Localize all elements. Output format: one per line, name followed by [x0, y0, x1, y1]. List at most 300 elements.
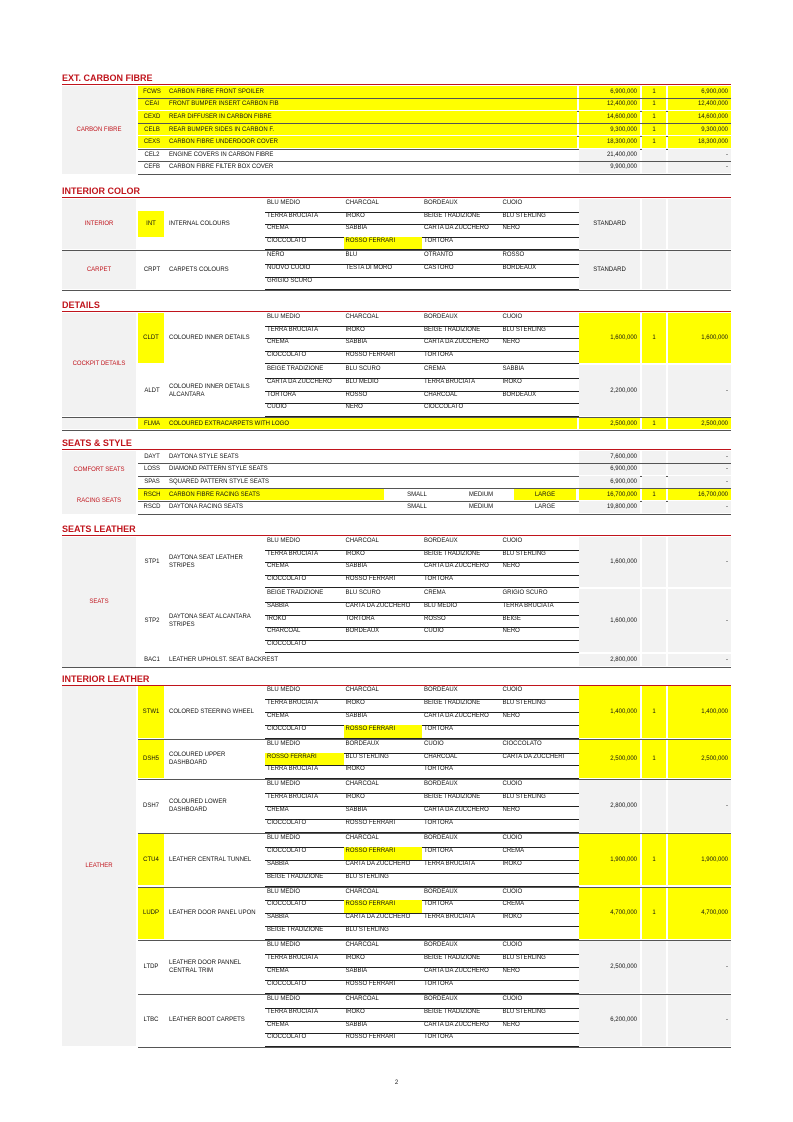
colour-option: CHARCOAL [424, 391, 458, 398]
colour-option: NERO [502, 967, 520, 974]
total-price: - [668, 654, 731, 666]
option-description: SQUARED PATTERN STYLE SEATS [169, 478, 270, 485]
colour-option [501, 575, 580, 588]
colour-option: BLU MEDIO [267, 687, 301, 693]
colour-option: BORDEAUX [424, 834, 458, 841]
category-label: INTERIOR [62, 199, 136, 249]
unit-price: 6,900,000 [579, 86, 640, 98]
category-label: CARPET [62, 251, 136, 289]
colour-option: BORDEAUX [345, 740, 380, 747]
colour-option: CUOIO [267, 404, 287, 411]
colour-option: CIOCCOLATO [424, 404, 464, 411]
colour-option: BLU STERLING [345, 927, 389, 934]
colour-option [501, 640, 580, 653]
total-price: - [668, 451, 731, 463]
seat-size-option: LARGE [534, 504, 556, 511]
colour-option: IROKO [502, 914, 522, 921]
total-price: - [668, 476, 731, 488]
option-description: INTERNAL COLOURS [169, 221, 230, 228]
colour-option: CIOCCOLATO [267, 640, 307, 647]
option-description: DAYTONA SEAT LEATHER STRIPES [169, 555, 243, 570]
total-price: 1,400,000 [668, 686, 731, 738]
colour-option: CUOIO [502, 781, 523, 788]
colour-option: NERO [502, 628, 520, 635]
colour-option: ROSSO FERRARI [265, 753, 344, 766]
option-code: DAYT [144, 453, 160, 460]
total-price: 4,700,000 [668, 888, 731, 940]
unit-price: 16,700,000 [579, 489, 640, 501]
total-price: - [668, 162, 731, 174]
colour-option: BORDEAUX [424, 888, 458, 895]
colour-option: TORTORA [424, 575, 454, 582]
colour-option: ROSSO FERRARI [345, 1034, 396, 1041]
colour-option: BLU STERLING [345, 873, 389, 880]
total-price: - [668, 941, 731, 993]
total-price: 16,700,000 [668, 489, 731, 501]
section-rule [62, 535, 731, 536]
colour-option: CREMA [267, 339, 289, 346]
colour-option: BLU MEDIO [267, 888, 301, 895]
colour-option: NERO [502, 563, 520, 570]
option-description: LEATHER BOOT CARPETS [169, 1017, 245, 1024]
colour-option: BEIGE TRADIZIONE [267, 927, 324, 934]
total-price: 2,500,000 [668, 740, 731, 779]
colour-option: TORTORA [424, 351, 454, 358]
colour-option: SABBIA [267, 914, 289, 921]
quantity [642, 162, 666, 174]
colour-option: CREMA [267, 1021, 289, 1028]
option-code: ALDT [144, 387, 160, 394]
colour-option: SABBIA [345, 1021, 368, 1028]
colour-option: TERRA BRUCIATA [267, 699, 319, 706]
colour-option: NUOVO CUOIO [267, 265, 311, 271]
option-code: LTBC [143, 1017, 159, 1024]
colour-option: ROSSO FERRARI [345, 351, 396, 358]
option-description: CARBON FIBRE FILTER BOX COVER [169, 164, 274, 171]
colour-option: TORTORA [424, 1034, 454, 1041]
colour-option [501, 819, 580, 832]
colour-option: TORTORA [424, 901, 454, 908]
colour-option: CUOIO [424, 740, 444, 747]
colour-option: CIOCCOLATO [267, 980, 307, 987]
colour-option: BLU MEDIO [345, 379, 379, 385]
colour-option: CUOIO [502, 888, 523, 895]
colour-option: BORDEAUX [424, 995, 458, 1002]
unit-price: 1,400,000 [579, 686, 640, 738]
colour-option: BORDEAUX [502, 391, 537, 398]
colour-option: GRIGIO SCURO [267, 277, 313, 284]
option-description: LEATHER CENTRAL TUNNEL [169, 856, 252, 863]
colour-option: BEIGE TRADIZIONE [424, 699, 481, 706]
colour-option: BLU STERLING [502, 1008, 546, 1015]
colour-option: CIOCCOLATO [267, 351, 307, 358]
option-code: CEAI [138, 99, 166, 111]
colour-option: CREMA [267, 712, 289, 719]
colour-option: CARTA DA ZUCCHERO [345, 860, 411, 867]
colour-option: TESTA DI MORO [345, 265, 393, 271]
colour-option: IROKO [345, 550, 365, 557]
colour-option: BLU MEDIO [267, 200, 301, 206]
option-code: RSCH [138, 489, 166, 501]
colour-option: BLU STERLING [502, 326, 546, 333]
option-code: BAC1 [144, 657, 160, 664]
quantity: 1 [642, 834, 666, 886]
section-rule [62, 197, 731, 198]
total-price: 2,500,000 [668, 418, 731, 430]
colour-option: BLU MEDIO [267, 538, 301, 544]
section-rule [62, 449, 731, 450]
colour-option: BEIGE TRADIZIONE [267, 873, 324, 880]
quantity [642, 365, 666, 415]
colour-option: BEIGE TRADIZIONE [267, 366, 324, 373]
total-price: - [668, 780, 731, 832]
colour-option: CIOCCOLATO [267, 847, 307, 854]
section-title: DETAILS [62, 300, 100, 310]
option-description: CARBON FIBRE FRONT SPOILER [166, 86, 577, 98]
colour-option: CHARCOAL [345, 314, 379, 320]
colour-option: BORDEAUX [424, 781, 458, 788]
section-title: SEATS LEATHER [62, 524, 136, 534]
colour-option: TERRA BRUCIATA [267, 550, 319, 557]
colour-option: CUOIO [502, 995, 523, 1002]
colour-option: CARTA DA ZUCCHERO [424, 563, 489, 570]
total-price: - [668, 537, 731, 587]
colour-option: CARTA DA ZUCCHERO [424, 807, 489, 814]
total-price: 14,600,000 [668, 111, 731, 123]
row-divider [138, 174, 731, 175]
option-code: LOSS [143, 466, 160, 473]
unit-price: 2,500,000 [579, 740, 640, 779]
colour-option [422, 926, 501, 939]
colour-option: BLU STERLING [502, 794, 546, 801]
colour-option [344, 640, 423, 653]
colour-option: BEIGE TRADIZIONE [424, 955, 481, 961]
colour-option: TORTORA [267, 391, 297, 398]
row-divider [62, 430, 731, 431]
colour-option [501, 725, 580, 738]
empty-cell [668, 199, 731, 249]
unit-price: 2,500,000 [579, 418, 640, 430]
colour-option: CUOIO [502, 834, 523, 841]
colour-option: TORTORA [424, 725, 454, 732]
unit-price: 2,800,000 [579, 780, 640, 832]
colour-option: ROSSO FERRARI [344, 847, 423, 860]
option-description: REAR BUMPER SIDES IN CARBON F. [166, 124, 577, 136]
colour-option: CHARCOAL [267, 628, 301, 635]
colour-option: BEIGE TRADIZIONE [424, 212, 481, 219]
colour-option: NERO [502, 339, 520, 346]
colour-option: NERO [502, 712, 520, 719]
colour-option: ROSSO [424, 615, 446, 622]
colour-option: BLU STERLING [502, 550, 546, 557]
option-code: DSH5 [138, 740, 164, 779]
total-price: - [668, 995, 731, 1047]
colour-option: CARTA DA ZUCCHERO [345, 603, 411, 609]
quantity [642, 995, 666, 1047]
colour-option: ROSSO [345, 391, 368, 398]
colour-option [501, 403, 580, 416]
empty-cell [642, 476, 666, 488]
colour-option: BLU MEDIO [267, 995, 301, 1002]
section-rule [62, 311, 731, 312]
option-code: CLDT [138, 313, 164, 363]
colour-option: SABBIA [267, 603, 289, 609]
total-price: - [668, 149, 731, 161]
colour-option: TERRA BRUCIATA [502, 603, 554, 609]
colour-option: CUOIO [502, 200, 523, 206]
option-description: FRONT BUMPER INSERT CARBON FIB [166, 99, 577, 111]
colour-option: CIOCCOLATO [267, 1034, 307, 1041]
colour-option: CARTA DA ZUCCHERI [502, 753, 565, 760]
option-description: CARBON FIBRE RACING SEATS [166, 489, 384, 501]
colour-option: TORTORA [345, 615, 375, 622]
option-description: COLOURED INNER DETAILS ALCANTARA [169, 383, 250, 398]
quantity [642, 780, 666, 832]
colour-option: CREMA [267, 967, 289, 974]
unit-price: 12,400,000 [579, 99, 640, 111]
option-description: COLORED STEERING WHEEL [169, 708, 255, 715]
colour-option: BEIGE TRADIZIONE [267, 590, 324, 597]
unit-price: 7,600,000 [579, 451, 640, 463]
colour-option: CREMA [424, 366, 446, 373]
colour-option: BLU STERLING [502, 212, 546, 219]
colour-option: CARTA DA ZUCCHERO [424, 712, 489, 719]
unit-price: 9,300,000 [579, 124, 640, 136]
unit-price: 21,400,000 [579, 149, 640, 161]
quantity [642, 941, 666, 993]
colour-option: BLU MEDIO [267, 834, 301, 841]
total-price: 9,300,000 [668, 124, 731, 136]
empty-cell [642, 451, 666, 463]
colour-option [501, 351, 580, 364]
category-label: COMFORT SEATS [62, 451, 136, 489]
colour-option: ROSSO [502, 252, 525, 259]
row-divider [265, 363, 579, 364]
quantity: 1 [642, 489, 666, 501]
row-divider [62, 290, 731, 291]
colour-option: BLU STERLING [345, 753, 389, 760]
seat-size-option: SMALL [407, 491, 427, 498]
colour-option: TORTORA [424, 766, 454, 773]
quantity: 1 [642, 136, 666, 148]
seat-size-option: LARGE [514, 489, 576, 501]
colour-option: GRIGIO SCURO [502, 590, 548, 597]
section-rule [62, 84, 731, 85]
unit-price: 6,900,000 [579, 464, 640, 476]
empty-cell [642, 251, 666, 289]
colour-option: BLU MEDIO [267, 781, 301, 788]
colour-option: IROKO [345, 1008, 365, 1015]
option-description: COLOURED LOWER DASHBOARD [169, 799, 227, 814]
colour-option: CHARCOAL [345, 888, 379, 895]
colour-option: ROSSO FERRARI [345, 575, 396, 582]
unit-price: 6,900,000 [579, 476, 640, 488]
colour-option: ROSSO FERRARI [344, 237, 423, 250]
colour-option: CASTORO [424, 265, 454, 271]
colour-option: SABBIA [345, 563, 368, 570]
colour-option: TERRA BRUCIATA [267, 766, 319, 773]
unit-price: 1,900,000 [579, 834, 640, 886]
colour-option: BLU MEDIO [267, 314, 301, 320]
colour-option: NERO [502, 225, 520, 232]
colour-option: NERO [345, 404, 363, 411]
option-description: LEATHER UPHOLST. SEAT BACKREST [169, 657, 279, 664]
option-code: INT [138, 211, 164, 237]
colour-option: TORTORA [424, 980, 454, 987]
colour-option [501, 873, 580, 886]
unit-price: 9,900,000 [579, 162, 640, 174]
colour-option: CHARCOAL [345, 781, 379, 788]
colour-option: CIOCCOLATO [502, 740, 542, 747]
row-divider [62, 667, 731, 668]
total-price: - [668, 501, 731, 513]
colour-option: TERRA BRUCIATA [424, 860, 476, 867]
quantity: 1 [642, 99, 666, 111]
quantity: 1 [642, 740, 666, 779]
colour-option: TORTORA [424, 847, 454, 854]
quantity: 1 [642, 313, 666, 363]
unit-price: 1,600,000 [579, 537, 640, 587]
quantity: 1 [642, 418, 666, 430]
quantity: 1 [642, 86, 666, 98]
empty-cell [642, 199, 666, 249]
standard-label: STANDARD [579, 251, 640, 289]
option-code: RSCD [143, 504, 161, 511]
colour-option [422, 640, 501, 653]
colour-option [501, 765, 580, 778]
colour-option: SABBIA [345, 339, 368, 346]
colour-option: CREMA [267, 225, 289, 232]
page-number: 2 [394, 1080, 399, 1086]
seat-size-option: SMALL [407, 504, 427, 511]
colour-option: BLU MEDIO [267, 942, 301, 949]
colour-option: CHARCOAL [345, 687, 379, 693]
colour-option: BEIGE TRADIZIONE [424, 1008, 481, 1015]
colour-option: SABBIA [345, 967, 368, 974]
colour-option: TERRA BRUCIATA [267, 212, 319, 219]
colour-option: CARTA DA ZUCCHERO [424, 1021, 489, 1028]
quantity: 1 [642, 888, 666, 940]
colour-option: CIOCCOLATO [267, 820, 307, 826]
colour-option: CUOIO [502, 687, 523, 693]
quantity [642, 149, 666, 161]
option-code: CRPT [143, 267, 161, 274]
colour-option: CUOIO [502, 314, 523, 320]
colour-option: NERO [267, 252, 285, 259]
colour-option: ROSSO FERRARI [344, 900, 423, 913]
option-code: STP1 [144, 559, 160, 566]
row-divider [138, 1047, 731, 1048]
colour-option: BLU STERLING [502, 699, 546, 706]
option-description: CARBON FIBRE UNDERDOOR COVER [166, 136, 577, 148]
option-description: COLOURED UPPER DASHBOARD [169, 751, 226, 766]
section-title: INTERIOR LEATHER [62, 674, 150, 684]
colour-option: CHARCOAL [345, 995, 379, 1002]
option-code: LTDP [143, 963, 159, 970]
colour-option [501, 237, 580, 250]
colour-option: BEIGE TRADIZIONE [424, 794, 481, 801]
colour-option [501, 926, 580, 939]
unit-price: 6,200,000 [579, 995, 640, 1047]
option-description: CARPETS COLOURS [169, 267, 229, 274]
colour-option [501, 1033, 580, 1046]
colour-option: CIOCCOLATO [267, 575, 307, 582]
total-price: - [668, 365, 731, 415]
unit-price: 2,500,000 [579, 941, 640, 993]
colour-option: CUOIO [424, 628, 444, 635]
category-label: CARBON FIBRE [62, 86, 136, 174]
colour-option: CHARCOAL [345, 942, 379, 949]
colour-option: IROKO [345, 955, 365, 961]
option-code: STW1 [138, 686, 164, 738]
colour-option: CHARCOAL [345, 834, 379, 841]
option-code: CTU4 [138, 834, 164, 886]
colour-option: BORDEAUX [424, 942, 458, 949]
colour-option: CREMA [267, 807, 289, 814]
colour-option: TORTORA [424, 237, 454, 244]
unit-price: 4,700,000 [579, 888, 640, 940]
colour-option: BLU MEDIO [424, 603, 458, 609]
quantity [642, 654, 666, 666]
colour-option: TERRA BRUCIATA [424, 914, 476, 921]
total-price: 1,900,000 [668, 834, 731, 886]
option-description: DAYTONA STYLE SEATS [169, 453, 239, 460]
colour-option: CARTA DA ZUCCHERO [267, 379, 332, 385]
empty-cell [642, 464, 666, 476]
row-divider [138, 514, 731, 515]
colour-option: NERO [502, 807, 520, 814]
option-code: CEL2 [144, 151, 160, 158]
colour-option: IROKO [267, 615, 287, 622]
colour-option [501, 277, 580, 290]
colour-option: CREMA [424, 590, 446, 597]
colour-option: TERRA BRUCIATA [267, 955, 319, 961]
colour-option: CIOCCOLATO [267, 237, 307, 244]
colour-option: CARTA DA ZUCCHERO [424, 967, 489, 974]
total-price: 12,400,000 [668, 99, 731, 111]
colour-option: BORDEAUX [424, 200, 458, 206]
colour-option: BLU MEDIO [267, 740, 301, 747]
section-title: INTERIOR COLOR [62, 186, 140, 196]
colour-option: CREMA [502, 847, 525, 854]
colour-option: SABBIA [345, 807, 368, 814]
colour-option: CIOCCOLATO [267, 725, 307, 732]
unit-price: 1,600,000 [579, 313, 640, 363]
colour-option: TERRA BRUCIATA [267, 326, 319, 333]
colour-option: TERRA BRUCIATA [267, 794, 319, 801]
empty-cell [62, 418, 136, 430]
colour-option [422, 277, 501, 290]
colour-option: SABBIA [502, 366, 525, 373]
option-code: CELB [138, 124, 166, 136]
empty-cell [668, 251, 731, 289]
total-price: 1,600,000 [668, 313, 731, 363]
option-code: DSH7 [142, 803, 159, 810]
colour-option: CREMA [267, 563, 289, 570]
quantity [642, 589, 666, 652]
colour-option: BEIGE TRADIZIONE [424, 550, 481, 557]
option-description: DAYTONA SEAT ALCANTARA STRIPES [169, 613, 251, 628]
colour-option: BLU SCURO [345, 366, 381, 373]
colour-option: BORDEAUX [345, 628, 380, 635]
colour-option: IROKO [345, 212, 365, 219]
colour-option: SABBIA [345, 225, 368, 232]
total-price: 18,300,000 [668, 136, 731, 148]
option-description: DIAMOND PATTERN STYLE SEATS [169, 466, 268, 473]
unit-price: 2,200,000 [579, 365, 640, 415]
colour-option: TORTORA [424, 820, 454, 826]
option-code: FCWS [138, 86, 166, 98]
